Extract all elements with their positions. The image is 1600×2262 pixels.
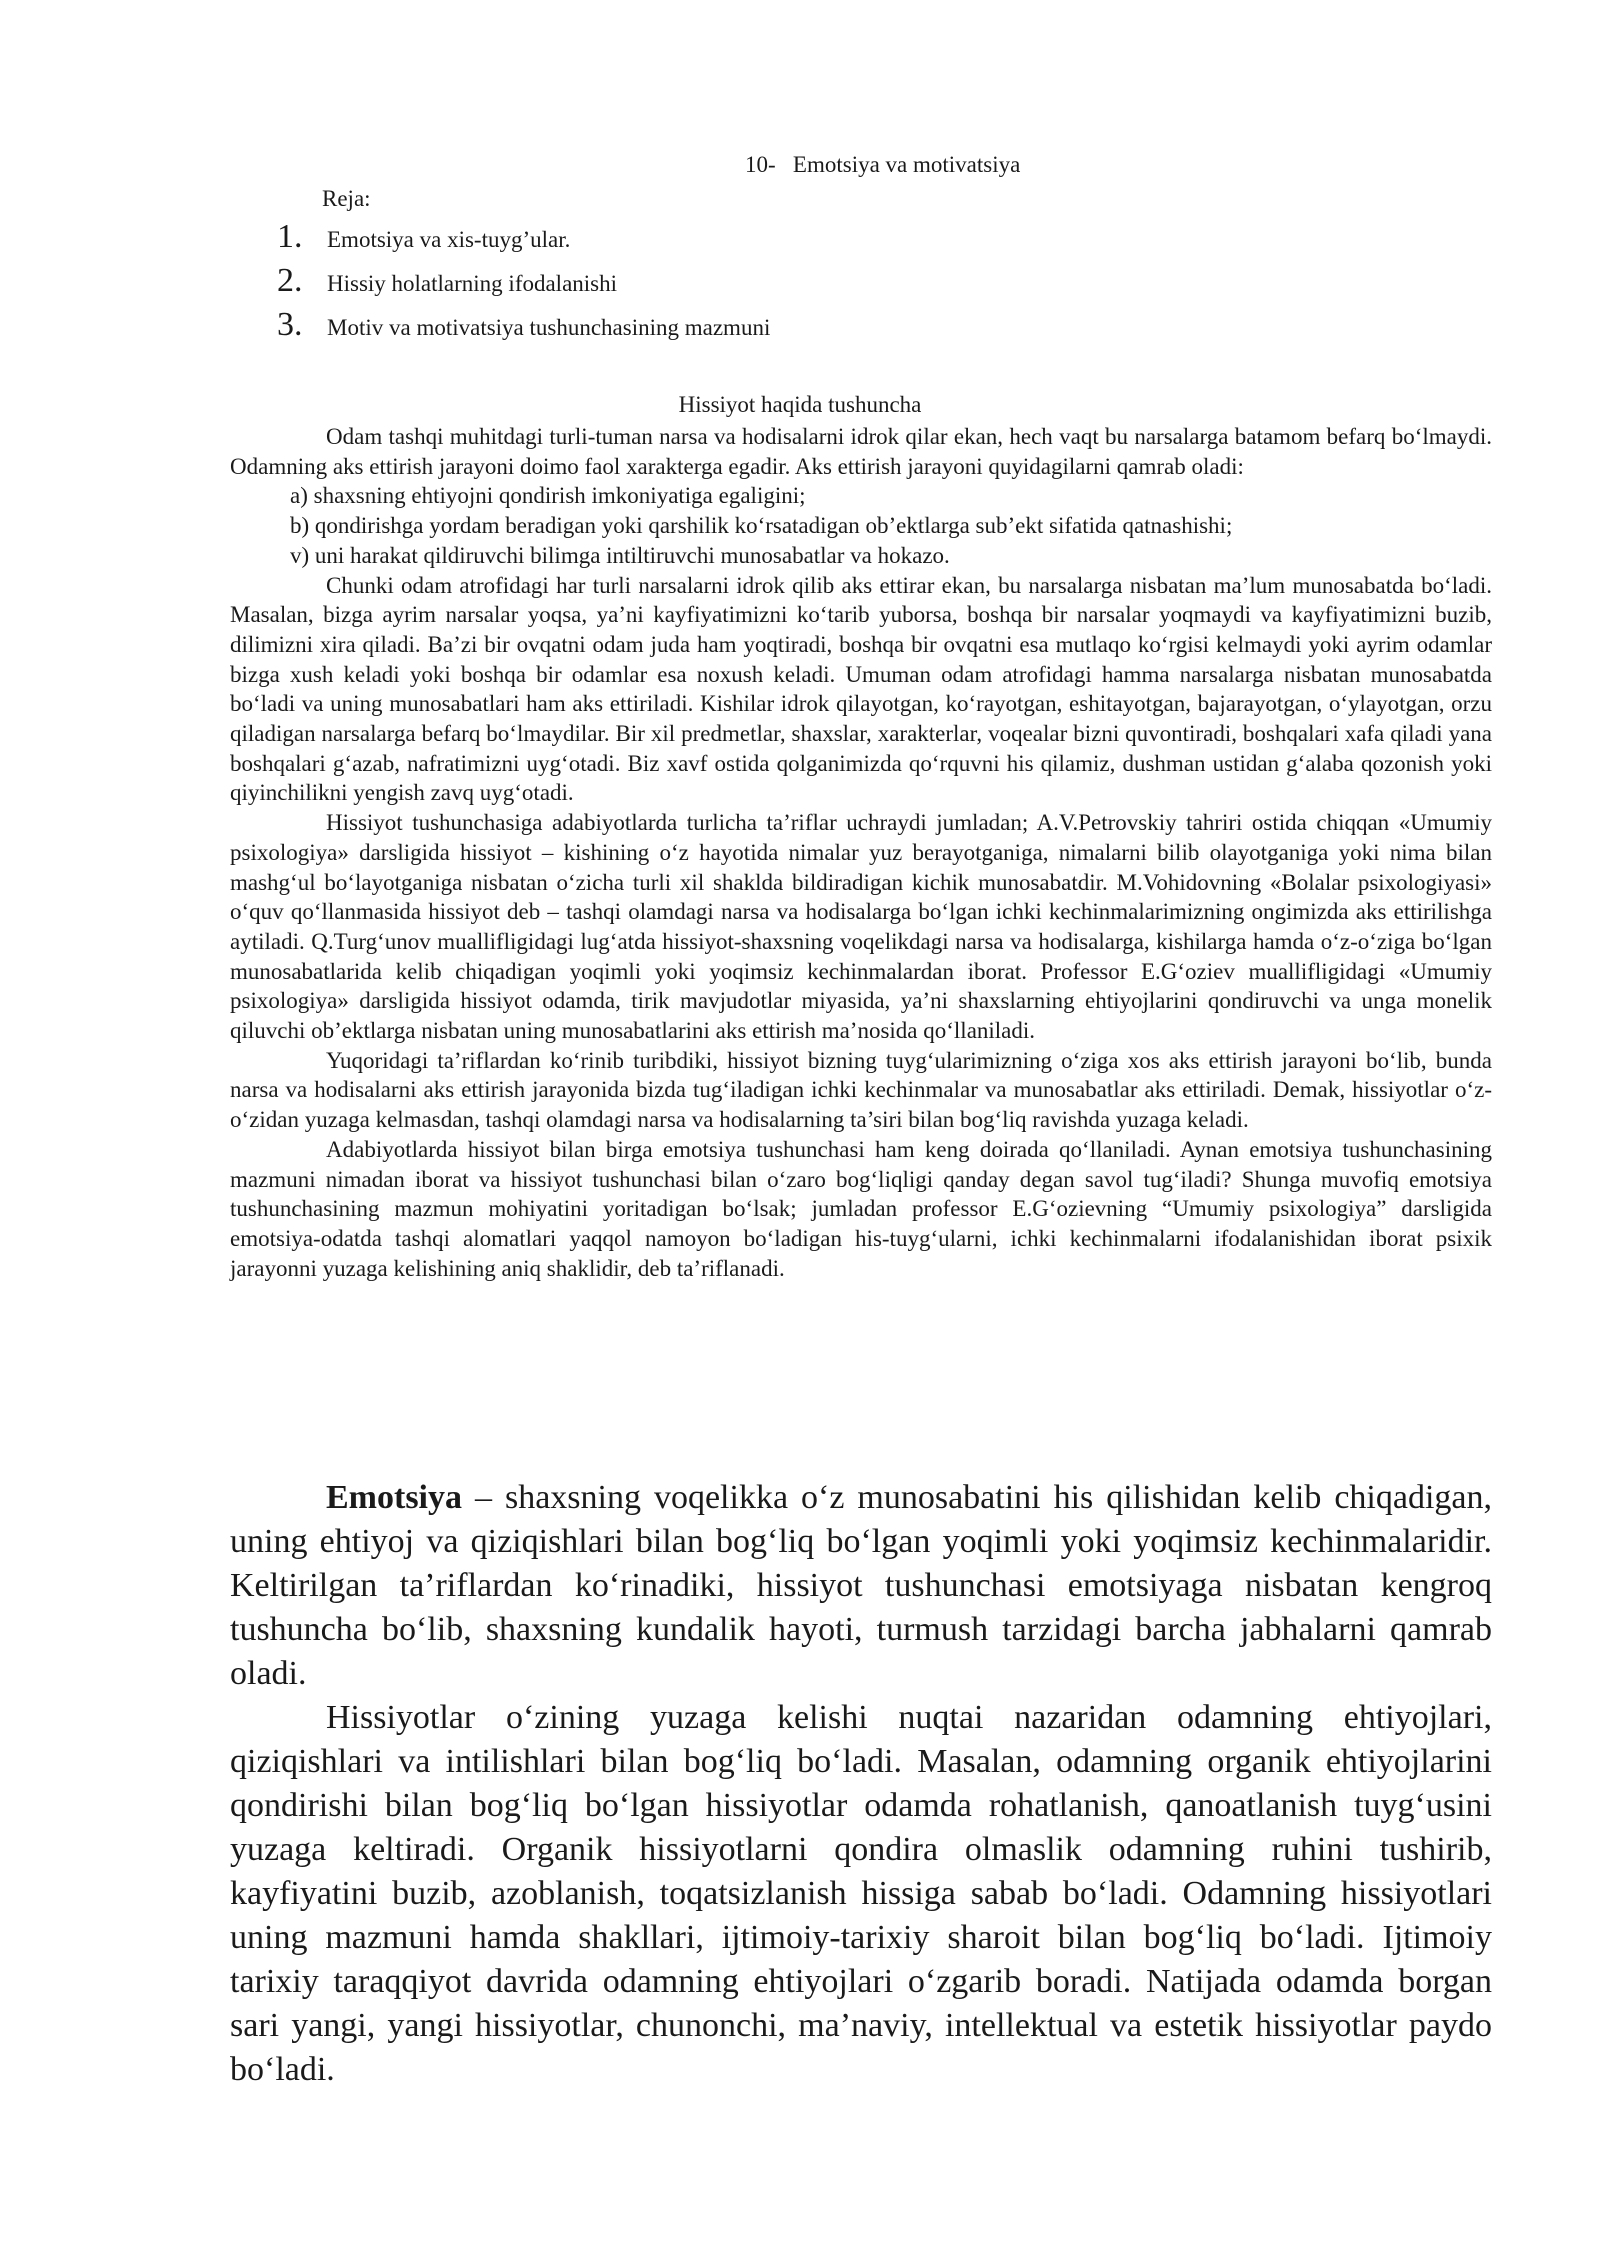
plan-item-text: Motiv va motivatsiya tushunchasining mazmuni	[327, 315, 771, 340]
paragraph: Adabiyotlarda hissiyot bilan birga emotsiya tushunchasi ham keng doirada qo‘llaniladi. Aynan emotsiya tushunchasining mazmuni nimadan iborat va hissiyot tushunchasi bilan o‘zaro bog‘liqligi qanday degan savol tug‘iladi? Shunga muvofiq emotsiya tushunchasining mazmun mohiyatini yoritadigan bo‘lsak; jumladan professor E.G‘ozievning “Umumiy psixologiya” darsligida emotsiya-odatda tashqi alomatlari yaqqol namoyon bo‘ladigan his-tuyg‘ularni, ichki kechinmalarni ifodalanishidan iborat psixik jarayonni yuzaga kelishining aniq shaklidir, deb ta’riflanadi.	[230, 1136, 1492, 1281]
section-title: Hissiyot haqida tushuncha	[678, 392, 922, 417]
definition-text: – shaxsning voqelikka o‘z munosabatini his qilishidan kelib chiqadigan, uning ehtiyoj va qiziqishlari bilan bog‘liq bo‘lgan yoqimli yoki yoqimsiz kechinmalaridir. Keltirilgan ta’riflardan ko‘rinadiki, hissiyot tushunchasi emotsiyaga nisbatan kengroq tushuncha bo‘lib, shaxsning kundalik hayoti, turmush tarzidagi barcha jabhalarni qamrab oladi.	[230, 1479, 1492, 1692]
plan-item-number: 3.	[277, 306, 303, 343]
paragraph: Hissiyot tushunchasiga adabiyotlarda turlicha ta’riflar uchraydi jumladan; A.V.Petrovskiy tahriri ostida chiqqan «Umumiy psixologiya» darsligida hissiyot – kishining o‘z hayotida nimalar yuz berayotganiga, nimalarni bilib olayotganiga yoki nima bilan mashg‘ul bo‘layotganiga nisbatan o‘zicha turli xil shaklda bildiradigan kichik munosabatdir. M.Vohidovning «Bolalar psixologiyasi» o‘quv qo‘llanmasida hissiyot deb – tashqi olamdagi narsa va hodisalarga bo‘lgan ichki kechinmalarimizning ongimizda aks ettirilishga aytiladi. Q.Turg‘unov muallifligidagi lug‘atda hissiyot-shaxsning voqelikdagi narsa va hodisalarga, kishilarga hamda o‘z-o‘ziga bo‘lgan munosabatlarida kelib chiqadigan yoqimli yoki yoqimsiz kechinmalardan iborat. Professor E.G‘oziev muallifligidagi «Umumiy psixologiya» darsligida hissiyot odamda, tirik mavjudotlar miyasida, ya’ni shaxslarning ehtiyojlarini qondiruvchi va unga monelik qiluvchi ob’ektlarga nisbatan uning munosabatlarini aks ettirish ma’nosida qo‘llaniladi.	[230, 810, 1492, 1044]
main-text-block	[230, 1476, 1492, 2092]
plan-heading: Reja:	[322, 186, 371, 211]
paragraph: Odam tashqi muhitdagi turli-tuman narsa va hodisalarni idrok qilar ekan, hech vaqt bu narsalarga batamom befarq bo‘lmaydi. Odamning aks ettirish jarayoni doimo faol xarakterga egadir. Aks ettirish jarayoni quyidagilarni qamrab oladi:	[230, 424, 1492, 479]
paragraph: Hissiyotlar o‘zining yuzaga kelishi nuqtai nazaridan odamning ehtiyojlari, qiziqishlari va intilishlari bilan bog‘liq bo‘ladi. Masalan, odamning organik ehtiyojlarini qondirishi bilan bog‘liq bo‘lgan hissiyotlar odamda rohatlanish, qanoatlanish tuyg‘usini yuzaga keltiradi. Organik hissiyotlarni qondira olmaslik odamning ruhini tushirib, kayfiyatini buzib, azoblanish, toqatsizlanish hissiga sabab bo‘ladi. Odamning hissiyotlari uning mazmuni hamda shakllari, ijtimoiy-tarixiy sharoit bilan bog‘liq bo‘ladi. Ijtimoiy tarixiy taraqqiyot davrida odamning ehtiyojlari o‘zgarib boradi. Natijada odamda borgan sari yangi, yangi hissiyotlar, chunonchi, ma’naviy, intellektual va estetik hissiyotlar paydo bo‘ladi.	[230, 1699, 1492, 2088]
list-item: a) shaxsning ehtiyojni qondirish imkoniyatiga egaligini;	[290, 483, 806, 509]
plan-item	[277, 306, 770, 350]
list-item: v) uni harakat qildiruvchi bilimga intiltiruvchi munosabatlar va hokazo.	[290, 542, 950, 568]
paragraph: Yuqoridagi ta’riflardan ko‘rinib turibdiki, hissiyot bizning tuyg‘ularimizning o‘ziga xos aks ettirish jarayoni bo‘lib, bunda narsa va hodisalarni aks ettirish jarayonida bizda tug‘iladigan ichki kechinmalar va munosabatlar aks ettiriladi. Demak, hissiyotlar o‘z- o‘zidan yuzaga kelmasdan, tashqi olamdagi narsa va hodisalarning ta’siri bilan bog‘liq ravishda yuzaga keladi.	[230, 1047, 1492, 1133]
plan-list	[277, 218, 770, 350]
plan-item-number: 1.	[277, 218, 303, 255]
plan-item-text: Hissiy holatlarning ifodalanishi	[327, 271, 618, 296]
chapter-title: 10- Emotsiya va motivatsiya	[745, 152, 1021, 177]
paragraph: Chunki odam atrofidagi har turli narsalarni idrok qilib aks ettirar ekan, bu narsalarga nisbatan ma’lum munosabatda bo‘ladi. Masalan, bizga ayrim narsalar yoqsa, ya’ni kayfiyatimizni ko‘tarib yuborsa, boshqa bir narsalar yoqmaydi va kayfiyatimizni buzib, dilimizni xira qiladi. Ba’zi bir ovqatni odam juda ham yoqtiradi, boshqa bir ovqatni esa mutlaqo ko‘rgisi kelmaydi yoki ayrim odamlar bizga xush keladi yoki boshqa bir odamlar esa noxush keladi. Umuman odam atrofidagi hamma narsalarga nisbatan munosabatda bo‘ladi va uning munosabatlari ham aks ettiriladi. Kishilar idrok qilayotgan, ko‘rayotgan, eshitayotgan, bajarayotgan, o‘ylayotgan, orzu qiladigan narsalarga befarq bo‘lmaydilar. Bir xil predmetlar, shaxslar, xarakterlar, voqealar bizni quvontiradi, boshqalari xafa qiladi yana boshqalari g‘azab, nafratimizni uyg‘otadi. Biz xavf ostida qolganimizda qo‘rquvni his qilamiz, dushman ustidan g‘alaba qozonish yoki qiyinchilikni yengish zavq uyg‘otadi.	[230, 572, 1492, 806]
list-item: b) qondirishga yordam beradigan yoki qarshilik ko‘rsatadigan ob’ektlarga sub’ekt sifatida qatnashishi;	[290, 513, 1233, 539]
plan-item-number: 2.	[277, 262, 303, 299]
plan-item	[277, 262, 770, 306]
definition-paragraph	[230, 1476, 1492, 1696]
intro-text-block	[230, 422, 1492, 1283]
plan-item-text: Emotsiya va xis-tuyg’ular.	[327, 227, 571, 252]
plan-item	[277, 218, 770, 262]
defined-term: Emotsiya	[326, 1479, 462, 1516]
